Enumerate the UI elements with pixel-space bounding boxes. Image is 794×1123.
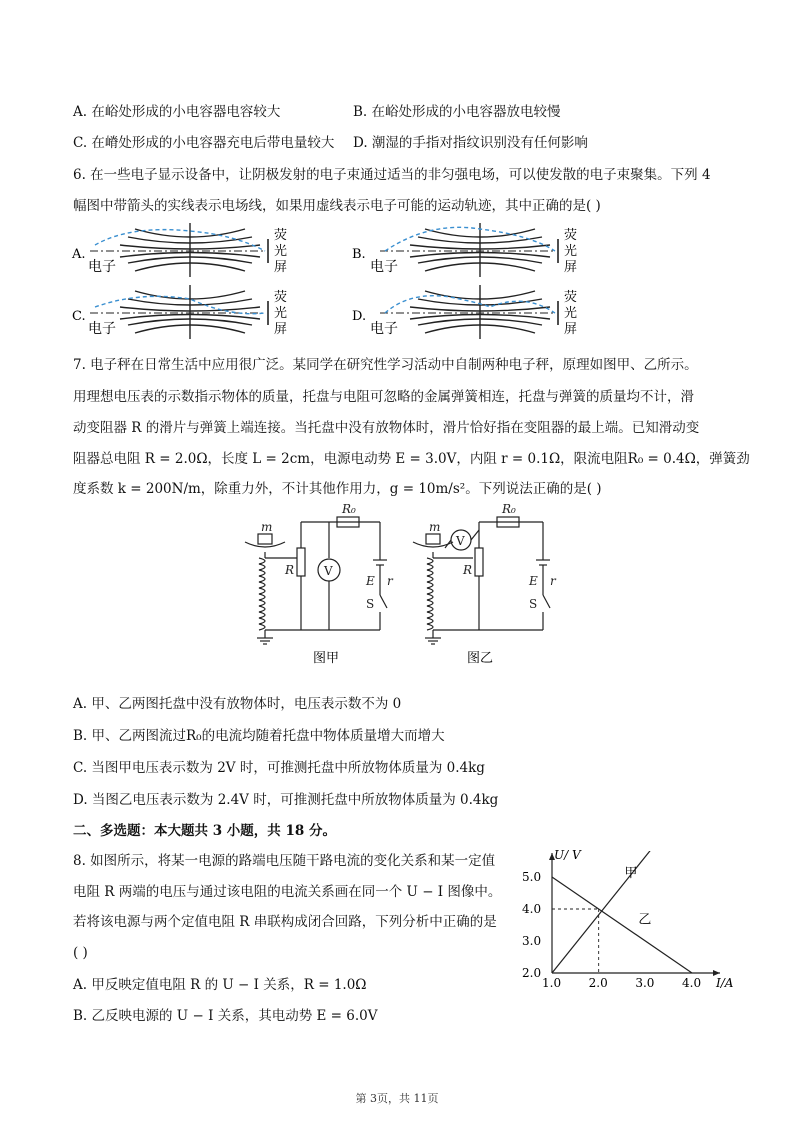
page-footer: 第 3页，共 11页 bbox=[355, 1092, 439, 1105]
q8-stem-line4: ( ) bbox=[73, 945, 88, 961]
q7-stem-line4: 阻器总电阻 R = 2.0Ω，长度 L = 2cm，电源电动势 E = 3.0V，内阻 r = 0.1Ω，限流电阻R₀ = 0.4Ω，弹簧劲 bbox=[73, 451, 750, 467]
q6-electron-d: 电子 bbox=[370, 321, 398, 337]
svg-text:荧: 荧 bbox=[564, 228, 578, 243]
svg-text:m: m bbox=[429, 520, 441, 534]
q6-figure-c bbox=[72, 285, 287, 339]
svg-text:荧: 荧 bbox=[274, 228, 288, 243]
q6-label-d: D. bbox=[352, 309, 367, 324]
x-tick-label: 2.0 bbox=[588, 976, 608, 990]
svg-text:V: V bbox=[456, 534, 465, 548]
q8-option-a: A. 甲反映定值电阻 R 的 U − I 关系，R = 1.0Ω bbox=[73, 977, 367, 993]
q6-label-a: A. bbox=[72, 247, 86, 262]
x-tick-label: 3.0 bbox=[635, 976, 655, 990]
svg-text:光: 光 bbox=[564, 244, 578, 259]
q6-electron-b: 电子 bbox=[370, 259, 398, 275]
section-2-heading: 二、多选题：本大题共 3 小题，共 18 分。 bbox=[73, 823, 336, 839]
q6-figures bbox=[60, 215, 580, 345]
y-axis-label: U/ V bbox=[554, 848, 581, 862]
q5-option-d: D. 潮湿的手指对指纹识别没有任何影响 bbox=[353, 135, 588, 151]
y-tick-label: 2.0 bbox=[522, 966, 542, 980]
q8-option-b: B. 乙反映电源的 U − I 关系，其电动势 E = 6.0V bbox=[73, 1008, 378, 1024]
q6-stem-line1: 6. 在一些电子显示设备中，让阴极发射的电子束通过适当的非匀强电场，可以使发散的电子束聚集。下列 4 bbox=[73, 167, 711, 183]
svg-text:V: V bbox=[324, 564, 333, 578]
q6-electron-c: 电子 bbox=[88, 321, 116, 337]
svg-text:E: E bbox=[529, 574, 538, 588]
svg-text:r: r bbox=[550, 574, 556, 588]
x-axis-label: I/A bbox=[716, 976, 734, 990]
y-tick-label: 5.0 bbox=[522, 870, 542, 884]
svg-text:光: 光 bbox=[564, 306, 578, 321]
svg-text:m: m bbox=[261, 520, 273, 534]
svg-text:屏: 屏 bbox=[564, 260, 578, 275]
svg-text:荧: 荧 bbox=[274, 290, 288, 305]
q5-option-a: A. 在峪处形成的小电容器电容较大 bbox=[73, 104, 281, 120]
x-tick-label: 1.0 bbox=[542, 976, 562, 990]
svg-text:R₀: R₀ bbox=[502, 502, 516, 516]
q8-stem-line1: 8. 如图所示，将某一电源的路端电压随干路电流的变化关系和某一定值 bbox=[73, 853, 496, 869]
q7-option-c: C. 当图甲电压表示数为 2V 时，可推测托盘中所放物体质量为 0.4kg bbox=[73, 760, 485, 776]
q6-stem-line2: 幅图中带箭头的实线表示电场线，如果用虚线表示电子可能的运动轨迹，其中正确的是( ) bbox=[73, 198, 601, 214]
svg-text:光: 光 bbox=[274, 306, 288, 321]
q6-figure-d bbox=[352, 285, 577, 339]
svg-text:R: R bbox=[463, 563, 473, 577]
svg-text:屏: 屏 bbox=[564, 322, 578, 337]
q7-option-d: D. 当图乙电压表示数为 2.4V 时，可推测托盘中所放物体质量为 0.4kg bbox=[73, 792, 499, 808]
q5-option-b: B. 在峪处形成的小电容器放电较慢 bbox=[353, 104, 561, 120]
y-tick-label: 4.0 bbox=[522, 902, 542, 916]
q7-stem-line1: 7. 电子秤在日常生活中应用很广泛。某同学在研究性学习活动中自制两种电子秤，原理如图甲、乙所示。 bbox=[73, 357, 698, 373]
series-line-2 bbox=[552, 877, 692, 973]
q6-label-b: B. bbox=[352, 247, 366, 262]
x-tick-label: 4.0 bbox=[682, 976, 702, 990]
q8-stem-line2: 电阻 R 两端的电压与通过该电阻的电流关系画在同一个 U − I 图像中。 bbox=[73, 884, 502, 900]
q7-stem-line2: 用理想电压表的示数指示物体的质量，托盘与电阻可忽略的金属弹簧相连，托盘与弹簧的质量均不计，滑 bbox=[73, 389, 694, 405]
q6-figure-b bbox=[352, 223, 577, 277]
svg-text:光: 光 bbox=[274, 244, 288, 259]
svg-text:R₀: R₀ bbox=[342, 502, 356, 516]
svg-text:E: E bbox=[366, 574, 375, 588]
q8-stem-line3: 若将该电源与两个定值电阻 R 串联构成闭合回路，下列分析中正确的是 bbox=[73, 914, 497, 930]
q7-option-a: A. 甲、乙两图托盘中没有放物体时，电压表示数不为 0 bbox=[73, 696, 402, 712]
q8-ui-chart bbox=[512, 845, 734, 1010]
q6-label-c: C. bbox=[72, 309, 86, 324]
series-label-1: 甲 bbox=[624, 866, 638, 881]
q7-fig-jia-caption: 图甲 bbox=[313, 651, 340, 666]
q7-stem-line5: 度系数 k = 200N/m，除重力外，不计其他作用力，g = 10m/s²。下列说法正确的是( ) bbox=[73, 481, 602, 497]
q5-option-c: C. 在嵴处形成的小电容器充电后带电量较大 bbox=[73, 135, 335, 151]
q7-fig-yi-caption: 图乙 bbox=[467, 651, 494, 666]
svg-text:屏: 屏 bbox=[274, 260, 288, 275]
svg-text:荧: 荧 bbox=[564, 290, 578, 305]
svg-text:r: r bbox=[387, 574, 393, 588]
q6-figure-a bbox=[71, 223, 287, 277]
q7-option-b: B. 甲、乙两图流过R₀的电流均随着托盘中物体质量增大而增大 bbox=[73, 728, 445, 744]
q6-electron-a: 电子 bbox=[88, 259, 116, 275]
series-label-2: 乙 bbox=[638, 912, 652, 928]
svg-text:S: S bbox=[529, 597, 538, 611]
svg-text:S: S bbox=[366, 597, 375, 611]
svg-text:R: R bbox=[285, 563, 295, 577]
y-tick-label: 3.0 bbox=[522, 934, 542, 948]
q7-circuits bbox=[225, 500, 565, 670]
series-line-1 bbox=[552, 845, 655, 973]
q7-stem-line3: 动变阻器 R 的滑片与弹簧上端连接。当托盘中没有放物体时，滑片恰好指在变阻器的最上端。已知滑动变 bbox=[73, 420, 700, 436]
svg-text:屏: 屏 bbox=[274, 322, 288, 337]
